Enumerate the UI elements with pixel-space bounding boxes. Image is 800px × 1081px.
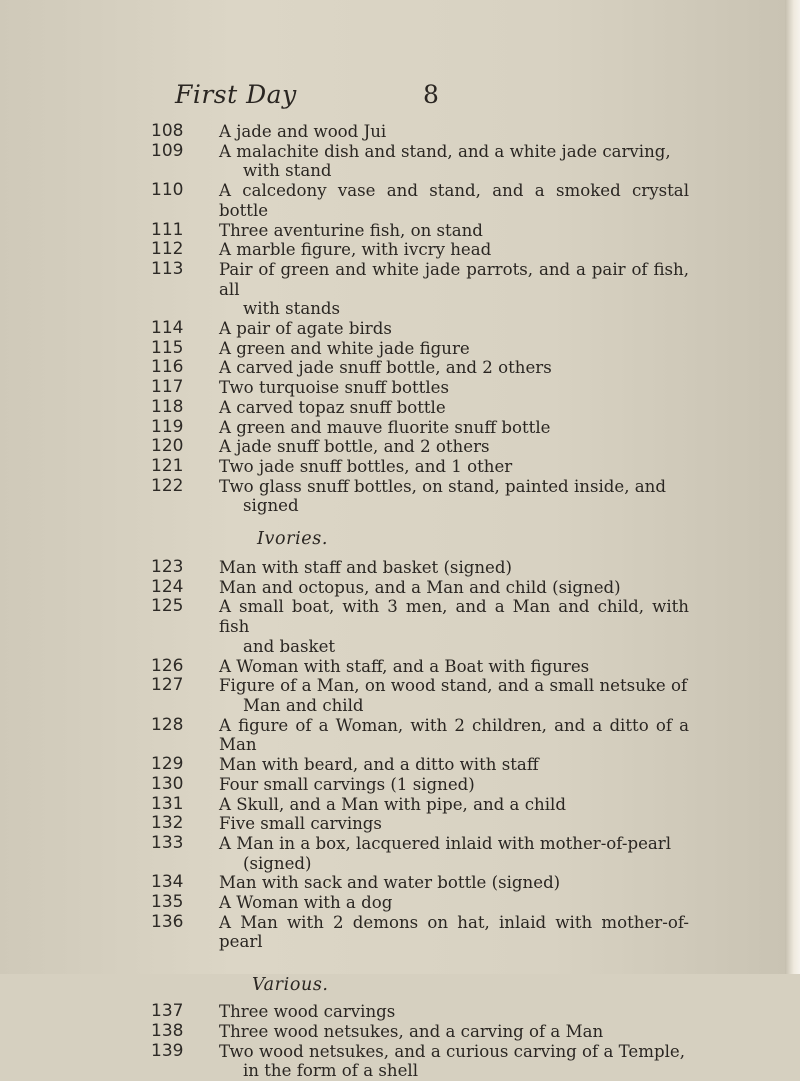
description-line: A Skull, and a Man with pipe, and a child [219, 794, 566, 814]
description-line: A green and white jade figure [219, 338, 470, 358]
lot-description [219, 260, 689, 319]
description-line: Three wood netsukes, and a carving of a Man [219, 1021, 604, 1041]
lot-description [219, 240, 689, 260]
description-line: Four small carvings (1 signed) [219, 774, 475, 794]
lot-description [219, 437, 689, 457]
lot-number: 118 [151, 396, 184, 417]
lot-number: 108 [151, 121, 184, 141]
lot-description [219, 657, 689, 677]
lot-number: 124 [151, 576, 184, 597]
lot-row [0, 716, 785, 755]
lot-row [0, 795, 785, 815]
description-line: A Woman with a dog [219, 893, 393, 913]
lot-row [0, 358, 785, 378]
lot-number: 127 [151, 675, 184, 696]
lot-row [0, 477, 785, 516]
description-line: Figure of a Man, on wood stand, and a small netsuke of [219, 676, 688, 696]
page-edge [785, 0, 800, 974]
lot-number: 121 [151, 455, 184, 476]
lot-row [0, 378, 785, 398]
lot-number: 122 [151, 475, 184, 496]
description-line: A green and mauve fluorite snuff bottle [219, 417, 551, 437]
lot-row [0, 181, 785, 220]
description-line: Two wood netsukes, and a curious carving of a Temple, [219, 1041, 685, 1061]
lot-description [219, 477, 689, 516]
lot-description [219, 913, 689, 952]
lot-row [0, 913, 785, 952]
lot-number: 113 [151, 258, 184, 279]
lot-number: 116 [151, 357, 184, 378]
lot-description [219, 1002, 689, 1022]
description-line: Two glass snuff bottles, on stand, painted inside, and [219, 476, 666, 496]
lot-description [219, 142, 689, 181]
description-line: Two jade snuff bottles, and 1 other [219, 456, 513, 476]
lot-group [0, 558, 785, 952]
lot-row [0, 558, 785, 578]
lot-description [219, 221, 689, 241]
lot-row [0, 834, 785, 873]
description-line: Man and child [243, 695, 364, 715]
lot-number: 138 [151, 1020, 184, 1041]
lot-row [0, 657, 785, 677]
lot-group [0, 1002, 785, 1081]
lot-row [0, 319, 785, 339]
lot-description [219, 457, 689, 477]
lot-description [219, 122, 689, 142]
lot-number: 128 [151, 714, 184, 735]
description-line: (signed) [243, 853, 312, 873]
lot-number: 112 [151, 239, 184, 260]
lot-row [0, 398, 785, 418]
description-line: and basket [243, 636, 336, 656]
description-line: Two turquoise snuff bottles [219, 378, 449, 398]
lot-number: 115 [151, 337, 184, 358]
description-line: A Woman with staff, and a Boat with figures [219, 656, 590, 676]
lot-row [0, 1042, 785, 1081]
lot-description [219, 873, 689, 893]
lot-description [219, 558, 689, 578]
description-line: Pair of green and white jade parrots, and a pair of fish, all [219, 259, 689, 299]
lot-row [0, 339, 785, 359]
description-line: with stand [243, 161, 332, 181]
lot-number: 120 [151, 436, 184, 457]
lot-row [0, 418, 785, 438]
lot-number: 139 [151, 1040, 184, 1061]
lot-description [219, 418, 689, 438]
lot-description [219, 319, 689, 339]
lot-number: 125 [151, 596, 184, 617]
lot-description [219, 398, 689, 418]
page-number: 8 [423, 80, 439, 109]
lot-number: 110 [151, 180, 184, 201]
description-line: Three wood carvings [219, 1002, 396, 1022]
description-line: Man with sack and water bottle (signed) [219, 873, 561, 893]
lot-row [0, 221, 785, 241]
description-line: A jade and wood Jui [219, 122, 387, 141]
description-line: with stands [243, 299, 341, 319]
lot-description [219, 755, 689, 775]
description-line: A malachite dish and stand, and a white jade carving, [219, 141, 671, 161]
lot-description [219, 676, 689, 715]
lot-description [219, 597, 689, 656]
lot-number: 135 [151, 892, 184, 913]
lot-number: 133 [151, 832, 184, 853]
lot-row [0, 1002, 785, 1022]
lot-row [0, 240, 785, 260]
section-heading-various: Various. [252, 975, 329, 996]
lot-row [0, 597, 785, 656]
lot-row [0, 814, 785, 834]
description-line: A carved jade snuff bottle, and 2 others [219, 358, 552, 378]
description-line: A Man with 2 demons on hat, inlaid with mother-of-pearl [219, 912, 689, 952]
lot-number: 111 [151, 219, 184, 240]
lot-description [219, 716, 689, 755]
lot-number: 123 [151, 557, 184, 578]
lot-row [0, 775, 785, 795]
lot-description [219, 339, 689, 359]
description-line: A carved topaz snuff bottle [219, 397, 446, 417]
lot-description [219, 1022, 689, 1042]
lot-number: 114 [151, 318, 184, 339]
description-line: A marble figure, with ivcry head [219, 240, 492, 260]
description-line: A Man in a box, lacquered inlaid with mother-of-pearl [219, 833, 672, 853]
lot-group [0, 122, 785, 516]
lot-description [219, 834, 689, 873]
description-line: Three aventurine fish, on stand [219, 220, 483, 240]
description-line: A small boat, with 3 men, and a Man and child, with fish [219, 597, 689, 637]
lot-row [0, 578, 785, 598]
lot-row [0, 1022, 785, 1042]
lot-row [0, 142, 785, 181]
lot-description [219, 1042, 689, 1081]
lot-row [0, 437, 785, 457]
lot-description [219, 795, 689, 815]
lot-description [219, 893, 689, 913]
lot-row [0, 873, 785, 893]
lot-number: 130 [151, 773, 184, 794]
lot-description [219, 378, 689, 398]
lot-number: 109 [151, 140, 184, 161]
lot-description [219, 181, 689, 220]
page-header [175, 80, 645, 114]
lot-row [0, 676, 785, 715]
lot-description [219, 814, 689, 834]
lot-row [0, 260, 785, 319]
lot-list [0, 122, 785, 1081]
lot-row [0, 122, 785, 142]
description-line: Man with staff and basket (signed) [219, 558, 512, 578]
description-line: A jade snuff bottle, and 2 others [219, 437, 490, 457]
lot-number: 126 [151, 655, 184, 676]
lot-number: 131 [151, 793, 184, 814]
description-line: A figure of a Woman, with 2 children, and a ditto of a Man [219, 715, 689, 755]
description-line: Five small carvings [219, 814, 382, 834]
lot-number: 132 [151, 813, 184, 834]
description-line: Man with beard, and a ditto with staff [219, 755, 539, 775]
lot-description [219, 578, 689, 598]
lot-number: 137 [151, 1001, 184, 1022]
description-line: in the form of a shell [243, 1061, 419, 1081]
description-line: signed [243, 496, 299, 516]
running-head: First Day [175, 80, 297, 109]
lot-row [0, 755, 785, 775]
section-heading-ivories: Ivories. [257, 529, 328, 550]
lot-number: 136 [151, 911, 184, 932]
lot-row [0, 893, 785, 913]
description-line: A calcedony vase and stand, and a smoked crystal bottle [219, 181, 689, 220]
description-line: A pair of agate birds [219, 319, 392, 339]
lot-row [0, 457, 785, 477]
description-line: Man and octopus, and a Man and child (signed) [219, 577, 621, 597]
lot-description [219, 775, 689, 795]
lot-number: 119 [151, 416, 184, 437]
lot-number: 129 [151, 754, 184, 775]
lot-description [219, 358, 689, 378]
lot-number: 134 [151, 872, 184, 893]
lot-number: 117 [151, 377, 184, 398]
